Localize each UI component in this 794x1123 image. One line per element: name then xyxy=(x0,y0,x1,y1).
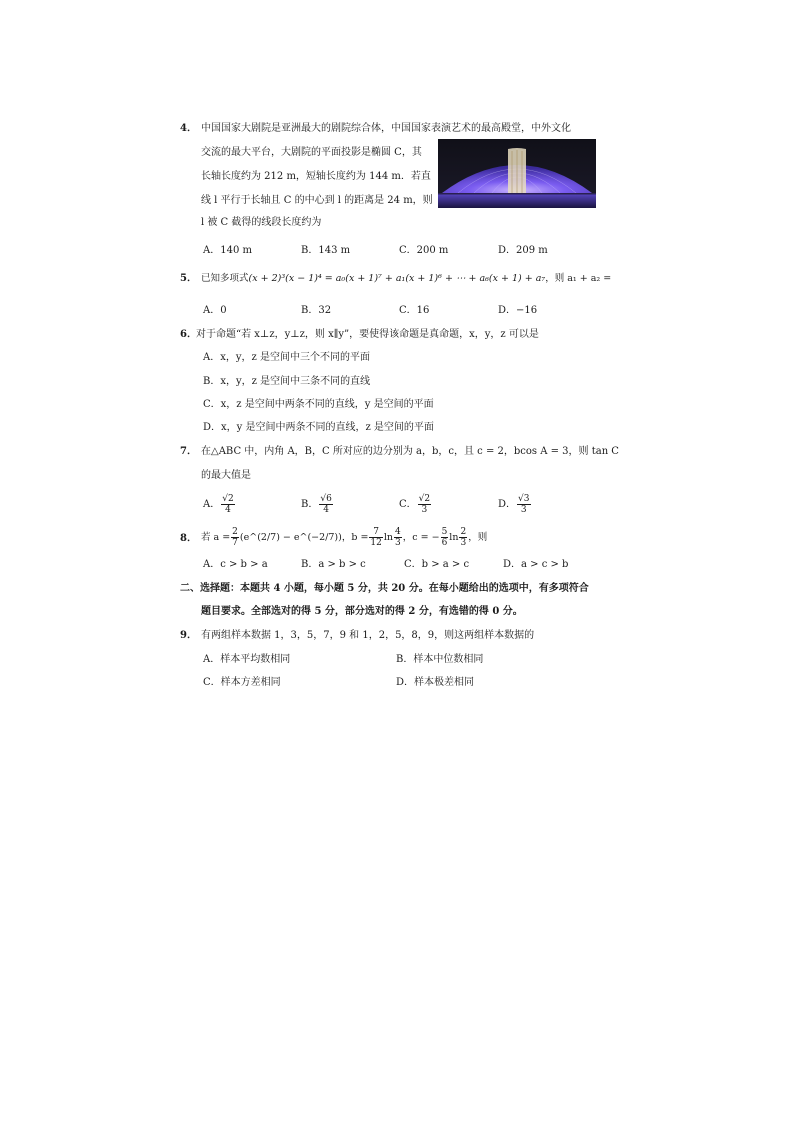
q8-option-d: D．a > c > b xyxy=(503,559,569,570)
q8-option-a: A．c > b > a xyxy=(203,559,268,570)
q8-option-c: C．b > a > c xyxy=(404,559,470,570)
q4-option-d: D．209 m xyxy=(498,245,548,256)
q4-text-line2: 交流的最大平台，大剧院的平面投影是椭圆 C，其 xyxy=(201,147,422,158)
q9-number: 9． xyxy=(180,630,197,641)
q4-option-a: A．140 m xyxy=(203,245,252,256)
q7-text-line2: 的最大值是 xyxy=(201,470,251,481)
q5-suffix: ，则 a₁ + a₂ = xyxy=(545,273,612,284)
q6-option-b: B．x，y，z 是空间中三条不同的直线 xyxy=(203,376,371,387)
q7-option-d: D． $\frac{√3}{3}$ xyxy=(498,494,530,515)
q4-option-b: B．143 m xyxy=(301,245,351,256)
q6-stem: 对于命题“若 x⊥z，y⊥z，则 x∥y”，要使得该命题是真命题，x，y，z 可以是 xyxy=(196,329,539,340)
q9-option-b: B．样本中位数相同 xyxy=(396,654,484,665)
q8-number: 8． xyxy=(180,533,197,544)
q7-option-a: A． $\frac{√2}{4}$ xyxy=(203,494,234,515)
q6-option-c: C．x，z 是空间中两条不同的直线，y 是空间的平面 xyxy=(203,399,434,410)
q5-option-a: A．0 xyxy=(203,305,227,316)
q5-option-d: D．−16 xyxy=(498,305,538,316)
q9-stem: 有两组样本数据 1，3，5，7，9 和 1，2，5，8，9，则这两组样本数据的 xyxy=(201,630,535,641)
q4-text-line4: 线 l 平行于长轴且 C 的中心到 l 的距离是 24 m，则 xyxy=(201,195,433,206)
q9-option-c: C．样本方差相同 xyxy=(203,677,281,688)
q5-number: 5． xyxy=(180,273,197,284)
q5-formula: (x + 2)³(x − 1)⁴ = a₀(x + 1)⁷ + a₁(x + 1)⁶ + ⋯ + a₆(x + 1) + a₇ xyxy=(248,273,546,284)
q4-text-line5: l 被 C 截得的线段长度约为 xyxy=(201,217,322,228)
q7-option-c: C． $\frac{√2}{3}$ xyxy=(399,494,431,515)
q4-text-line1: 中国国家大剧院是亚洲最大的剧院综合体，中国国家表演艺术的最高殿堂，中外文化 xyxy=(201,123,571,134)
q4-number: 4． xyxy=(180,123,197,134)
q6-number: 6． xyxy=(180,329,197,340)
national-grand-theatre-photo xyxy=(438,139,596,208)
q8-stem: 若 a = $\frac{2}{7}$ (e^(2/7) − e^(−2/7))，b = $\frac{7}{12}$ ln $\frac{4}{3}$ ，c = − $\frac{5}{6}$ ln $\frac{2}{3}$ ，则 xyxy=(201,527,488,548)
q8-option-b: B．a > b > c xyxy=(301,559,366,570)
q7-text-line1: 在△ABC 中，内角 A，B，C 所对应的边分别为 a，b，c，且 c = 2，bcos A = 3，则 tan C xyxy=(201,446,619,457)
q6-option-d: D．x，y 是空间中两条不同的直线，z 是空间的平面 xyxy=(203,422,434,433)
q5-option-b: B．32 xyxy=(301,305,332,316)
section2-heading-line2: 题目要求。全部选对的得 5 分，部分选对的得 2 分，有选错的得 0 分。 xyxy=(201,606,523,617)
q5-option-c: C．16 xyxy=(399,305,430,316)
q9-option-a: A．样本平均数相同 xyxy=(203,654,291,665)
q4-text-line3: 长轴长度约为 212 m，短轴长度约为 144 m．若直 xyxy=(201,171,431,182)
q7-number: 7． xyxy=(180,446,197,457)
q5-prefix: 已知多项式 xyxy=(201,273,249,284)
q5-stem xyxy=(201,272,611,286)
q7-option-b: B． $\frac{√6}{4}$ xyxy=(301,494,332,515)
q6-option-a: A．x，y，z 是空间中三个不同的平面 xyxy=(203,352,370,363)
q4-option-c: C．200 m xyxy=(399,245,449,256)
section2-heading-line1: 二、选择题：本题共 4 小题，每小题 5 分，共 20 分。在每小题给出的选项中，有多项符合 xyxy=(180,583,589,594)
q9-option-d: D．样本极差相同 xyxy=(396,677,475,688)
